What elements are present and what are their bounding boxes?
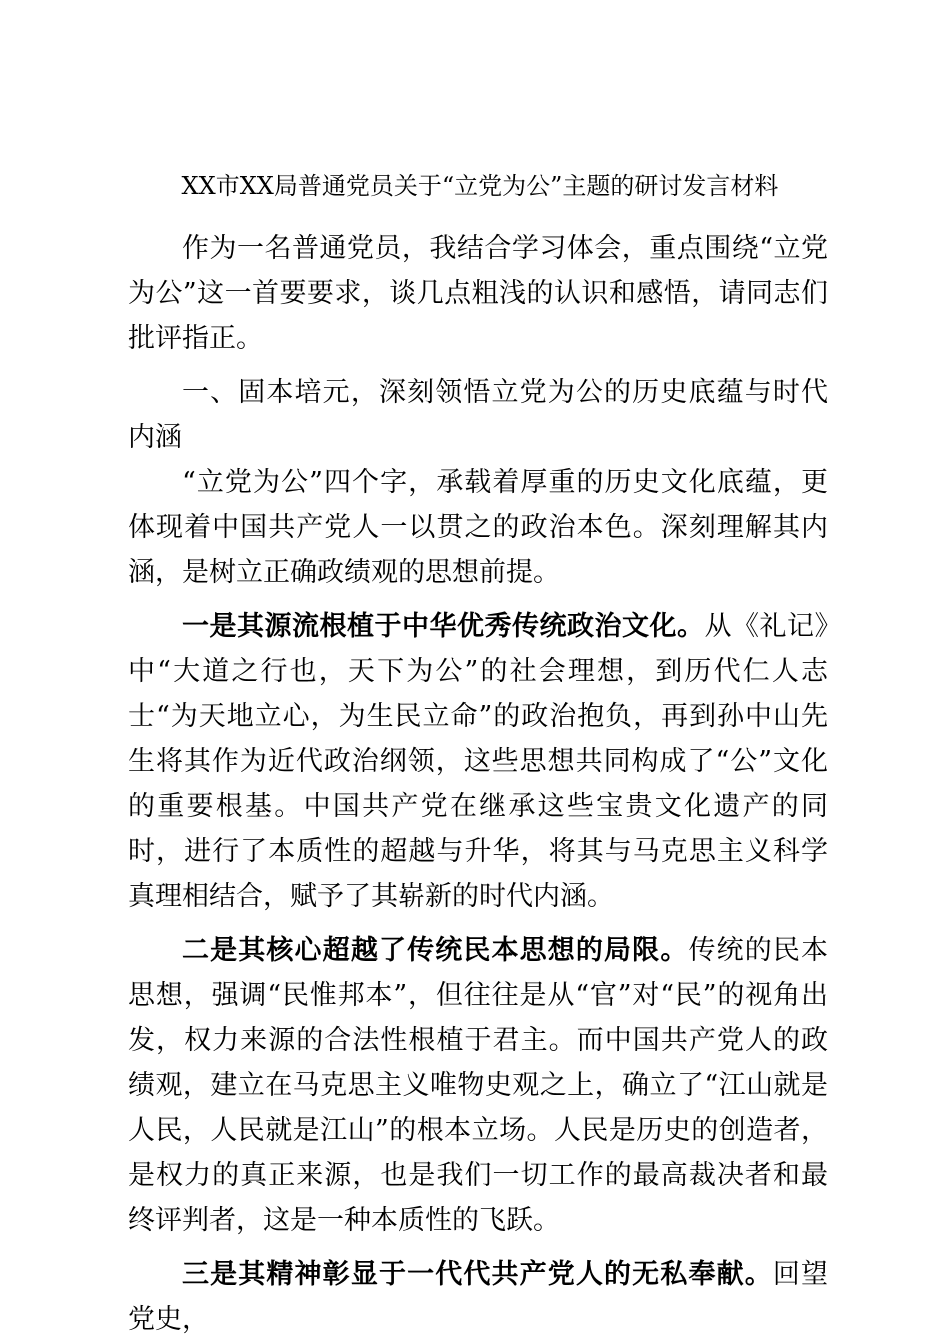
section-intro-paragraph: “立党为公”四个字，承载着厚重的历史文化底蕴，更体现着中国共产党人一以贯之的政治本色。深刻理解其内涵，是树立正确政绩观的思想前提。 [128, 467, 828, 588]
point-two-body: 传统的民本思想，强调“民惟邦本”，但往往是从“官”对“民”的视角出发，权力来源的合法性根植于君主。而中国共产党人的政绩观，建立在马克思主义唯物史观之上，确立了“江山就是人民，人民就是江山”的根本立场。人民是历史的创造者，是权力的真正来源，也是我们一切工作的最高裁决者和最终评判者，这是一种本质性的飞跃。 [128, 935, 829, 1236]
point-one-lead: 一是其源流根植于中华优秀传统政治文化。 [182, 611, 705, 642]
point-two-lead: 二是其核心超越了传统民本思想的局限。 [182, 935, 689, 966]
point-three-lead: 三是其精神彰显于一代代共产党人的无私奉献。 [182, 1259, 773, 1290]
point-one-paragraph [128, 604, 828, 919]
intro-paragraph: 作为一名普通党员，我结合学习体会，重点围绕“立党为公”这一首要要求，谈几点粗浅的认识和感悟，请同志们批评指正。 [128, 233, 828, 354]
point-three-body: 回望党史， [128, 1259, 829, 1335]
section-heading: 一、固本培元，深刻领悟立党为公的历史底蕴与时代内涵 [128, 377, 828, 453]
point-two-paragraph [128, 928, 828, 1243]
point-three-paragraph [128, 1252, 828, 1342]
point-one-body: 从《礼记》中“大道之行也，天下为公”的社会理想，到历代仁人志士“为天地立心，为生民立命”的政治抱负，再到孙中山先生将其作为近代政治纲领，这些思想共同构成了“公”文化的重要根基。中国共产党在继承这些宝贵文化遗产的同时，进行了本质性的超越与升华，将其与马克思主义科学真理相结合，赋予了其崭新的时代内涵。 [128, 611, 828, 912]
document-body [128, 226, 828, 1342]
document-title: XX市XX局普通党员关于“立党为公”主题的研讨发言材料 [181, 172, 779, 200]
